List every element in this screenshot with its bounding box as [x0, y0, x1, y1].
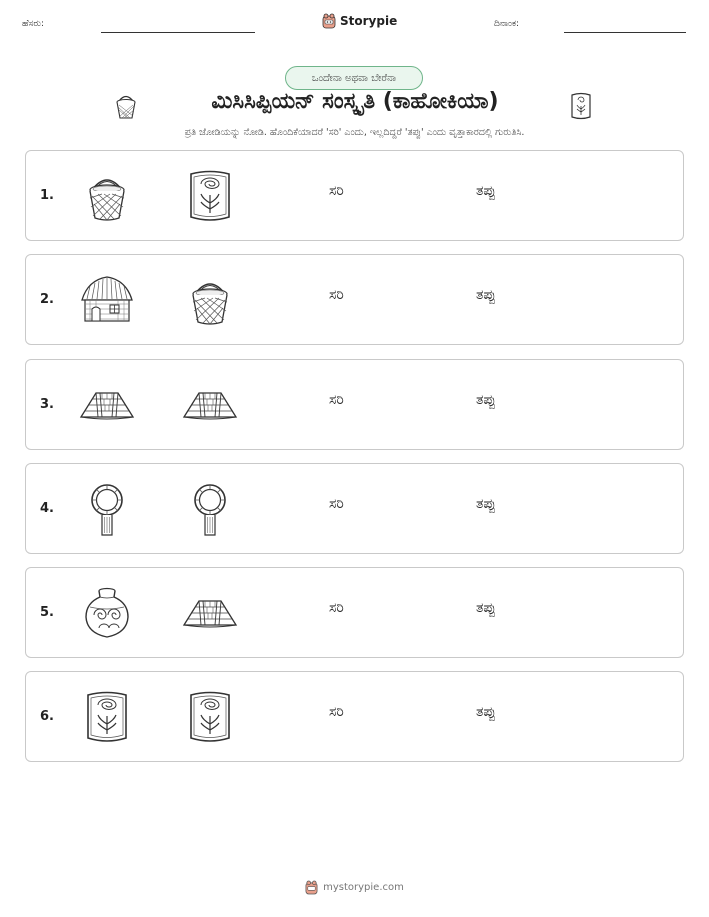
- false-option[interactable]: ತಪ್ಪು: [476, 496, 496, 512]
- storypie-mascot-icon: [305, 880, 318, 895]
- name-field[interactable]: [101, 32, 255, 33]
- true-option[interactable]: ಸರಿ: [329, 704, 344, 720]
- brand-name: Storypie: [340, 14, 398, 28]
- stone-tablet-icon: [78, 689, 136, 745]
- question-number: 3.: [40, 397, 54, 412]
- chunkey-stone-icon: [78, 481, 136, 537]
- footer: [0, 880, 709, 895]
- mound-icon: [181, 377, 239, 433]
- name-label: ಹೆಸರು:: [22, 19, 45, 29]
- worksheet-type-badge: ಒಂದೇನಾ ಅಥವಾ ಬೇರೆನಾ: [285, 66, 423, 90]
- stone-tablet-icon: [181, 689, 239, 745]
- question-number: 4.: [40, 501, 54, 516]
- chunkey-stone-icon: [181, 481, 239, 537]
- basket-icon: [181, 272, 239, 328]
- question-card: [25, 359, 684, 450]
- false-option[interactable]: ತಪ್ಪು: [476, 392, 496, 408]
- false-option[interactable]: ತಪ್ಪು: [476, 600, 496, 616]
- date-field[interactable]: [564, 32, 686, 33]
- footer-url: mystorypie.com: [323, 882, 404, 893]
- thatched-hut-icon: [78, 272, 136, 328]
- true-option[interactable]: ಸರಿ: [329, 392, 344, 408]
- storypie-mascot-icon: [322, 13, 336, 29]
- question-number: 2.: [40, 292, 54, 307]
- mound-icon: [181, 585, 239, 641]
- false-option[interactable]: ತಪ್ಪು: [476, 287, 496, 303]
- basket-icon: [78, 168, 136, 224]
- question-number: 6.: [40, 709, 54, 724]
- stone-tablet-icon: [569, 91, 593, 121]
- question-number: 1.: [40, 188, 54, 203]
- instructions: ಪ್ರತಿ ಜೋಡಿಯನ್ನು ನೋಡಿ. ಹೊಂದಿಕೆಯಾದರೆ 'ಸರಿ' ಎಂದು, ಇಲ್ಲದಿದ್ದರೆ 'ತಪ್ಪು' ಎಂದು ವೃತ್ತಾಕಾರದಲ್ಲಿ ಗುರುತಿಸಿ.: [184, 127, 525, 138]
- question-card: [25, 254, 684, 345]
- pottery-vase-icon: [78, 585, 136, 641]
- false-option[interactable]: ತಪ್ಪು: [476, 183, 496, 199]
- question-card: [25, 671, 684, 762]
- true-option[interactable]: ಸರಿ: [329, 496, 344, 512]
- stone-tablet-icon: [181, 168, 239, 224]
- question-card: [25, 463, 684, 554]
- true-option[interactable]: ಸರಿ: [329, 287, 344, 303]
- true-option[interactable]: ಸರಿ: [329, 183, 344, 199]
- basket-icon: [114, 91, 138, 121]
- question-number: 5.: [40, 605, 54, 620]
- page-title: ಮಿಸಿಸಿಪ್ಪಿಯನ್ ಸಂಸ್ಕೃತಿ (ಕಾಹೋಕಿಯಾ): [211, 89, 499, 114]
- question-card: [25, 567, 684, 658]
- date-label: ದಿನಾಂಕ:: [494, 19, 520, 29]
- true-option[interactable]: ಸರಿ: [329, 600, 344, 616]
- false-option[interactable]: ತಪ್ಪು: [476, 704, 496, 720]
- brand-logo: [322, 13, 397, 29]
- question-card: [25, 150, 684, 241]
- mound-icon: [78, 377, 136, 433]
